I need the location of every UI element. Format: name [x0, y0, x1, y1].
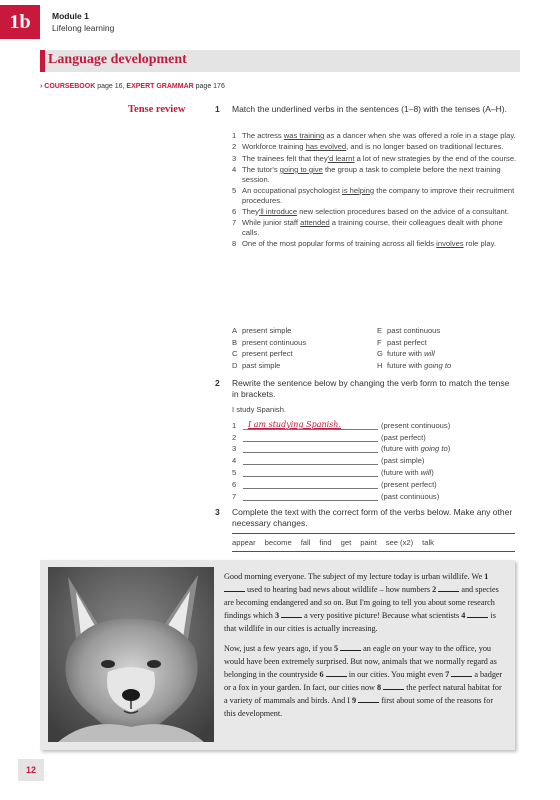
gap-number: 3	[274, 611, 280, 620]
underlined-verb: attended	[300, 218, 330, 228]
hint-pre: (present continuous)	[381, 420, 451, 430]
hint-pre: (past simple)	[381, 456, 425, 466]
item-number: 8	[232, 239, 237, 249]
answer-row	[232, 442, 450, 454]
item-text-post: as a dancer when she was offered a role in a stage play.	[324, 131, 516, 140]
tense-option	[377, 348, 522, 360]
tense-option	[232, 348, 377, 360]
answer-line	[243, 431, 378, 442]
hint-post: )	[431, 467, 434, 477]
answer-line	[243, 454, 378, 465]
text-span: first about some of the reasons for this development.	[224, 696, 494, 718]
gap-number: 6	[319, 670, 324, 679]
text-span: an eagle on your way to the office, you would have been extremely surprised. But now, animals that we normally regard as belonging in the countryside	[224, 644, 497, 679]
exercise-1-number: 1	[215, 104, 220, 114]
item-text-post: new selection procedures based on the advice of a consultant.	[297, 206, 509, 216]
item-number: 7	[232, 218, 237, 228]
module-title: Module 1	[52, 11, 89, 21]
chevron-right-icon: ›	[40, 83, 43, 90]
word-option: talk	[422, 538, 434, 547]
tense-name: past continuous	[387, 326, 441, 335]
list-item	[232, 207, 522, 217]
tense-letter: B	[232, 337, 238, 347]
item-text	[242, 239, 496, 249]
answer-line	[243, 490, 378, 501]
text-span: a very positive picture! Because what scientists	[302, 611, 462, 620]
underlined-verb: involves	[436, 239, 464, 249]
item-text-post: , and is no longer based on traditional lectures.	[346, 142, 504, 152]
list-item	[232, 142, 522, 152]
gap-blank	[281, 610, 302, 618]
tense-letter: H	[377, 361, 383, 371]
row-number: 7	[232, 491, 237, 501]
coursebook-ref: COURSEBOOK	[44, 83, 96, 90]
word-option: find	[319, 538, 332, 547]
list-item	[232, 154, 522, 164]
word-option: paint	[360, 538, 377, 547]
word-option: see (x2)	[385, 538, 414, 547]
tense-italic: will	[424, 349, 435, 359]
tense-name: future with	[387, 349, 425, 359]
answer-row	[232, 477, 450, 489]
list-item	[232, 218, 522, 237]
hint-pre: (past continuous)	[381, 491, 440, 501]
answer-line	[243, 419, 378, 430]
tense-option	[232, 360, 377, 372]
tense-option	[232, 325, 377, 337]
underlined-verb: 'd learnt	[327, 153, 355, 163]
gap-number: 2	[432, 585, 437, 594]
row-number: 5	[232, 467, 237, 477]
reading-text	[224, 570, 506, 727]
tense-letter: A	[232, 326, 238, 335]
item-text-post: the group a task to complete before the next training session.	[242, 164, 501, 184]
row-number: 4	[232, 456, 237, 466]
gap-blank	[383, 682, 404, 690]
tense-column-right	[377, 325, 522, 372]
grammar-page: page 176	[195, 83, 225, 90]
text-span: Good morning everyone. The subject of my lecture today is urban wildlife. We	[224, 572, 485, 581]
item-text	[242, 186, 522, 205]
item-number: 4	[232, 164, 237, 174]
gap-blank	[438, 584, 459, 592]
tense-letter: F	[377, 337, 382, 347]
page-number: 12	[18, 759, 44, 781]
gap-blank	[451, 669, 472, 677]
gap-blank	[467, 610, 488, 618]
exercise-2-rows	[232, 418, 450, 501]
tense-name: future with	[387, 361, 425, 371]
list-item	[232, 165, 522, 184]
tense-hint	[381, 480, 437, 489]
fox-photo-icon	[48, 567, 214, 742]
item-text-post: role play.	[463, 239, 496, 249]
item-text	[242, 142, 504, 152]
tense-name: present simple	[242, 326, 292, 335]
section-title: Language development	[48, 52, 187, 67]
word-option: become	[264, 538, 292, 547]
tense-letter: C	[232, 349, 238, 359]
handwritten-answer: I am studying Spanish.	[248, 419, 341, 429]
item-text-post: a lot of new strategies by the end of the course.	[354, 153, 517, 163]
gap-blank	[326, 669, 347, 677]
hint-pre: (future with	[381, 444, 421, 454]
tense-name: past perfect	[387, 337, 427, 347]
item-text	[242, 207, 509, 217]
row-number: 1	[232, 420, 237, 430]
answer-line	[243, 466, 378, 477]
answer-line	[243, 478, 378, 489]
coursebook-page: page 16,	[97, 83, 125, 90]
tense-name: present perfect	[242, 349, 293, 359]
list-item	[232, 239, 522, 249]
answer-line	[243, 442, 378, 453]
gap-blank	[224, 584, 245, 592]
tense-option	[377, 325, 522, 337]
tense-hint	[381, 433, 426, 442]
exercise-2-instruction: Rewrite the sentence below by changing the verb form to match the tense in brackets.	[232, 378, 510, 399]
section-accent	[40, 50, 45, 72]
exercise-3-instruction: Complete the text with the correct form of the verbs below. Make any other necessary changes.	[232, 507, 513, 528]
list-item	[232, 131, 522, 141]
grammar-ref: EXPERT GRAMMAR	[126, 83, 194, 90]
item-text-pre: They	[242, 206, 259, 216]
item-number: 2	[232, 142, 237, 152]
answer-row	[232, 465, 450, 477]
hint-pre: (past perfect)	[381, 432, 426, 442]
answer-row	[232, 453, 450, 465]
tense-name: past simple	[242, 361, 281, 371]
text-span: Now, just a few years ago, if you	[224, 644, 334, 653]
item-text	[242, 131, 516, 141]
fox-photo	[48, 567, 214, 742]
item-text-pre: The actress	[242, 131, 284, 140]
gap-number: 4	[461, 611, 466, 620]
item-text	[242, 218, 522, 237]
row-number: 6	[232, 479, 237, 489]
text-span: the perfect natural habitat for a variety of mammals and birds. And I	[224, 683, 502, 705]
exercise-1-items	[232, 131, 522, 250]
item-text	[242, 154, 516, 164]
word-box	[232, 533, 515, 552]
hint-italic: going to	[420, 444, 448, 454]
underlined-verb: is helping	[342, 185, 375, 195]
hint-pre: (future with	[381, 467, 421, 477]
list-item	[232, 186, 522, 205]
word-option: appear	[232, 538, 256, 547]
text-span: used to hearing bad news about wildlife – how numbers	[245, 585, 433, 594]
item-number: 6	[232, 206, 237, 216]
gap-number: 1	[484, 572, 489, 581]
hint-post: )	[447, 444, 451, 454]
tense-hint	[381, 444, 450, 453]
answer-row	[232, 430, 450, 442]
hint-italic: will	[420, 467, 432, 477]
module-subtitle: Lifelong learning	[52, 23, 115, 33]
text-span: is that wildlife in our cities is actually increasing.	[224, 611, 496, 633]
tense-letter: D	[232, 361, 238, 371]
item-text-pre: While junior staff	[242, 218, 301, 228]
gap-blank	[340, 643, 361, 651]
unit-badge: 1b	[0, 5, 40, 39]
hint-pre: (present perfect)	[381, 479, 437, 489]
word-option: fall	[300, 538, 311, 547]
tense-hint	[381, 421, 450, 430]
item-text-pre: Workforce training	[242, 142, 306, 152]
item-text-pre: One of the most popular forms of training across all fields	[242, 239, 437, 249]
item-text	[242, 165, 522, 184]
sample-sentence: I study Spanish.	[232, 405, 287, 414]
word-option: get	[340, 538, 352, 547]
underlined-verb: going to give	[279, 164, 323, 174]
item-number: 5	[232, 185, 237, 195]
gap-blank	[358, 695, 379, 703]
row-number: 3	[232, 444, 237, 454]
text-span: a badger or a fox in your garden. In fact, our cities now	[224, 670, 503, 692]
tense-hint	[381, 456, 424, 465]
item-text-pre: An occupational psychologist	[242, 185, 343, 195]
tense-letter: E	[377, 326, 383, 335]
row-number: 2	[232, 432, 237, 442]
underlined-verb: has evolved	[305, 142, 347, 152]
item-number: 3	[232, 153, 237, 163]
tense-column-left	[232, 325, 377, 372]
reading-paragraph	[224, 570, 506, 635]
tense-option	[232, 337, 377, 349]
item-text-pre: The trainees felt that they	[242, 153, 328, 163]
tense-italic: going to	[424, 361, 452, 371]
answer-row	[232, 489, 450, 501]
item-text-post: the company to improve their recruitment procedures.	[242, 185, 515, 205]
tense-option	[377, 360, 522, 372]
exercise-1-instruction: Match the underlined verbs in the sentences (1–8) with the tenses (A–H).	[232, 104, 507, 114]
item-text-pre: The tutor's	[242, 164, 280, 174]
tense-options	[232, 325, 522, 372]
references	[40, 83, 225, 90]
tense-hint	[381, 468, 434, 477]
reading-paragraph	[224, 642, 506, 720]
gap-number: 7	[445, 670, 450, 679]
tense-letter: G	[377, 349, 383, 359]
side-label: Tense review	[128, 104, 186, 115]
underlined-verb: 'll introduce	[258, 206, 298, 216]
gap-number: 8	[377, 683, 382, 692]
item-text-post: a training course, their colleagues dealt with phone calls.	[242, 218, 503, 237]
tense-hint	[381, 492, 439, 501]
gap-number: 5	[333, 644, 339, 653]
exercise-2-number: 2	[215, 378, 220, 388]
answer-row	[232, 418, 450, 430]
underlined-verb: was training	[283, 131, 325, 140]
text-span: in our cities. You might even	[346, 670, 446, 679]
tense-name: present continuous	[242, 337, 307, 347]
exercise-3-number: 3	[215, 507, 220, 517]
tense-option	[377, 337, 522, 349]
text-span: and species are becoming endangered and so on. But I'm going to tell you about some research findings which	[224, 585, 499, 620]
item-number: 1	[232, 131, 237, 140]
gap-number: 9	[352, 696, 357, 705]
